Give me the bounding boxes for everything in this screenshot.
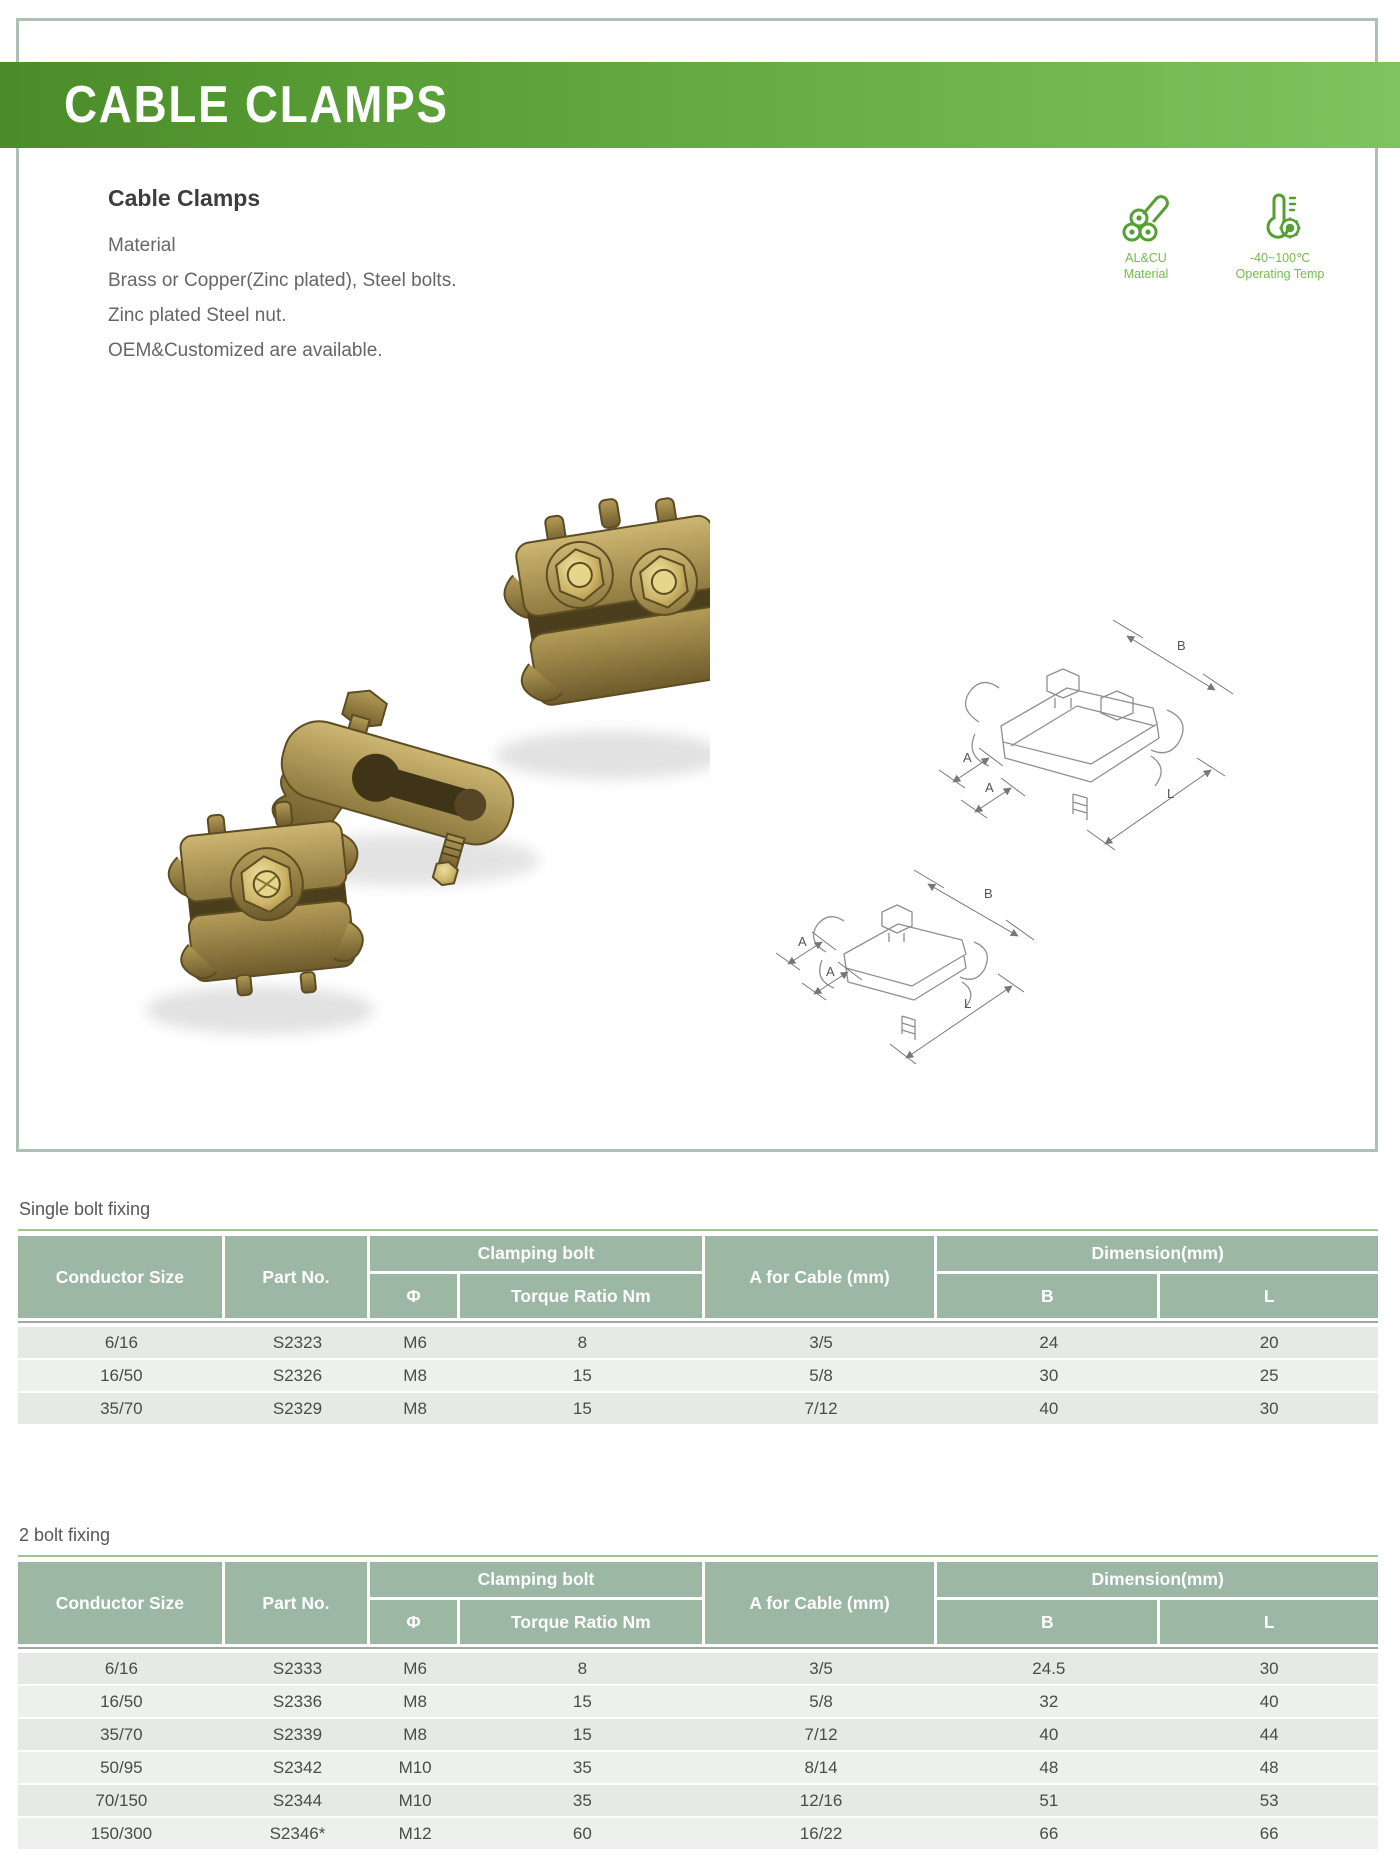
dim-label-a: A bbox=[985, 780, 994, 795]
table-cell: 24.5 bbox=[937, 1653, 1160, 1686]
table-cell: 7/12 bbox=[705, 1719, 938, 1752]
table-body bbox=[18, 1644, 1378, 1851]
single-bolt-section bbox=[18, 1198, 1378, 1426]
table-row bbox=[18, 1393, 1378, 1426]
table-header bbox=[18, 1562, 1378, 1644]
col-b: B bbox=[937, 1274, 1160, 1318]
col-l: L bbox=[1160, 1600, 1378, 1644]
material-label: Material bbox=[108, 235, 176, 256]
dim-label-a: A bbox=[798, 934, 807, 949]
table-cell: 3/5 bbox=[705, 1653, 938, 1686]
col-dimension: Dimension(mm) bbox=[937, 1562, 1378, 1600]
col-phi: Φ bbox=[370, 1600, 460, 1644]
table-cell: 3/5 bbox=[705, 1327, 938, 1360]
table-row bbox=[18, 1818, 1378, 1851]
table-header bbox=[18, 1236, 1378, 1318]
table-cell: 12/16 bbox=[705, 1785, 938, 1818]
table-cell: M10 bbox=[370, 1752, 460, 1785]
col-clamping-bolt: Clamping bolt bbox=[370, 1236, 705, 1274]
table-cell: 24 bbox=[937, 1327, 1160, 1360]
page-title: CABLE CLAMPS bbox=[64, 76, 449, 134]
table-caption: 2 bolt fixing bbox=[19, 1525, 111, 1545]
col-clamping-bolt: Clamping bolt bbox=[370, 1562, 705, 1600]
col-a-for-cable: A for Cable (mm) bbox=[705, 1236, 938, 1318]
col-part-no: Part No. bbox=[225, 1236, 371, 1318]
badge-line1: AL&CU bbox=[1125, 251, 1167, 265]
table-cell: 48 bbox=[937, 1752, 1160, 1785]
table-row bbox=[18, 1686, 1378, 1719]
table-row bbox=[18, 1653, 1378, 1686]
header-body-separator bbox=[18, 1644, 1378, 1653]
table-cell: 16/22 bbox=[705, 1818, 938, 1851]
table-cell: M12 bbox=[370, 1818, 460, 1851]
dim-label-b: B bbox=[984, 886, 993, 901]
single-bolt-table bbox=[18, 1236, 1378, 1426]
table-cell: M8 bbox=[370, 1686, 460, 1719]
product-photo bbox=[70, 420, 710, 1070]
table-cell: 16/50 bbox=[18, 1686, 225, 1719]
dim-label-a: A bbox=[826, 964, 835, 979]
badge-operating-temp bbox=[1230, 190, 1330, 282]
col-l: L bbox=[1160, 1274, 1378, 1318]
table-cell: 44 bbox=[1160, 1719, 1378, 1752]
product-description bbox=[108, 228, 457, 368]
badge-line1: -40~100℃ bbox=[1249, 251, 1311, 265]
table-cell: 40 bbox=[937, 1719, 1160, 1752]
table-cell: S2336 bbox=[225, 1686, 371, 1719]
col-b: B bbox=[937, 1600, 1160, 1644]
table-cell: M6 bbox=[370, 1653, 460, 1686]
table-cell: 15 bbox=[460, 1686, 705, 1719]
table-cell: 50/95 bbox=[18, 1752, 225, 1785]
table-cell: 53 bbox=[1160, 1785, 1378, 1818]
table-cell: S2342 bbox=[225, 1752, 371, 1785]
col-part-no: Part No. bbox=[225, 1562, 371, 1644]
table-cell: 30 bbox=[937, 1360, 1160, 1393]
material-line: OEM&Customized are available. bbox=[108, 340, 383, 361]
table-cell: M8 bbox=[370, 1719, 460, 1752]
table-cell: 8/14 bbox=[705, 1752, 938, 1785]
dim-label-l: L bbox=[964, 996, 972, 1011]
dim-label-a: A bbox=[963, 750, 972, 765]
col-torque: Torque Ratio Nm bbox=[460, 1600, 705, 1644]
table-row bbox=[18, 1360, 1378, 1393]
table-cell: 25 bbox=[1160, 1360, 1378, 1393]
header-body-separator bbox=[18, 1318, 1378, 1327]
cables-icon bbox=[1118, 190, 1174, 246]
table-cell: 51 bbox=[937, 1785, 1160, 1818]
thermometer-icon bbox=[1252, 190, 1308, 246]
table-cell: M6 bbox=[370, 1327, 460, 1360]
table-row bbox=[18, 1785, 1378, 1818]
two-bolt-table bbox=[18, 1562, 1378, 1851]
table-cell: 5/8 bbox=[705, 1360, 938, 1393]
col-conductor-size: Conductor Size bbox=[18, 1236, 225, 1318]
material-line: Brass or Copper(Zinc plated), Steel bolts. bbox=[108, 270, 457, 291]
col-torque: Torque Ratio Nm bbox=[460, 1274, 705, 1318]
product-title: Cable Clamps bbox=[108, 185, 261, 211]
table-cell: 40 bbox=[1160, 1686, 1378, 1719]
table-cell: 60 bbox=[460, 1818, 705, 1851]
table-cell: S2344 bbox=[225, 1785, 371, 1818]
table-cell: 7/12 bbox=[705, 1393, 938, 1426]
table-cell: 30 bbox=[1160, 1393, 1378, 1426]
table-cell: 66 bbox=[937, 1818, 1160, 1851]
table-row bbox=[18, 1327, 1378, 1360]
table-cell: 70/150 bbox=[18, 1785, 225, 1818]
table-cell: S2323 bbox=[225, 1327, 371, 1360]
table-caption: Single bolt fixing bbox=[19, 1199, 151, 1219]
table-cell: 20 bbox=[1160, 1327, 1378, 1360]
technical-drawing-2bolt bbox=[915, 598, 1245, 878]
feature-badges bbox=[1096, 190, 1330, 282]
table-cell: 6/16 bbox=[18, 1653, 225, 1686]
dim-label-l: L bbox=[1167, 786, 1175, 801]
table-cell: M8 bbox=[370, 1360, 460, 1393]
badge-label bbox=[1096, 250, 1196, 282]
table-row bbox=[18, 1719, 1378, 1752]
table-cell: 6/16 bbox=[18, 1327, 225, 1360]
table-cell: 150/300 bbox=[18, 1818, 225, 1851]
col-conductor-size: Conductor Size bbox=[18, 1562, 225, 1644]
table-cell: M8 bbox=[370, 1393, 460, 1426]
table-cell: 15 bbox=[460, 1719, 705, 1752]
badge-label bbox=[1230, 250, 1330, 282]
col-a-for-cable: A for Cable (mm) bbox=[705, 1562, 938, 1644]
table-cell: S2326 bbox=[225, 1360, 371, 1393]
table-body bbox=[18, 1318, 1378, 1426]
table-cell: 35 bbox=[460, 1785, 705, 1818]
caption-rule bbox=[18, 1229, 1378, 1231]
table-cell: 35 bbox=[460, 1752, 705, 1785]
table-cell: 32 bbox=[937, 1686, 1160, 1719]
table-cell: 16/50 bbox=[18, 1360, 225, 1393]
header-banner bbox=[0, 62, 1400, 148]
table-cell: S2339 bbox=[225, 1719, 371, 1752]
table-cell: 8 bbox=[460, 1327, 705, 1360]
technical-drawing-1bolt bbox=[766, 866, 1066, 1076]
table-cell: 40 bbox=[937, 1393, 1160, 1426]
table-cell: 15 bbox=[460, 1360, 705, 1393]
badge-line2: Material bbox=[1123, 267, 1169, 281]
table-row bbox=[18, 1752, 1378, 1785]
table-cell: S2333 bbox=[225, 1653, 371, 1686]
table-cell: 66 bbox=[1160, 1818, 1378, 1851]
table-cell: S2329 bbox=[225, 1393, 371, 1426]
table-cell: 30 bbox=[1160, 1653, 1378, 1686]
table-cell: S2346* bbox=[225, 1818, 371, 1851]
table-cell: 48 bbox=[1160, 1752, 1378, 1785]
table-cell: 15 bbox=[460, 1393, 705, 1426]
dim-label-b: B bbox=[1177, 638, 1186, 653]
table-cell: 8 bbox=[460, 1653, 705, 1686]
table-cell: 5/8 bbox=[705, 1686, 938, 1719]
table-cell: M10 bbox=[370, 1785, 460, 1818]
col-dimension: Dimension(mm) bbox=[937, 1236, 1378, 1274]
badge-material bbox=[1096, 190, 1196, 282]
col-phi: Φ bbox=[370, 1274, 460, 1318]
table-cell: 35/70 bbox=[18, 1719, 225, 1752]
material-line: Zinc plated Steel nut. bbox=[108, 305, 287, 326]
two-bolt-section bbox=[18, 1524, 1378, 1851]
table-cell: 35/70 bbox=[18, 1393, 225, 1426]
caption-rule bbox=[18, 1555, 1378, 1557]
badge-line2: Operating Temp bbox=[1235, 267, 1325, 281]
